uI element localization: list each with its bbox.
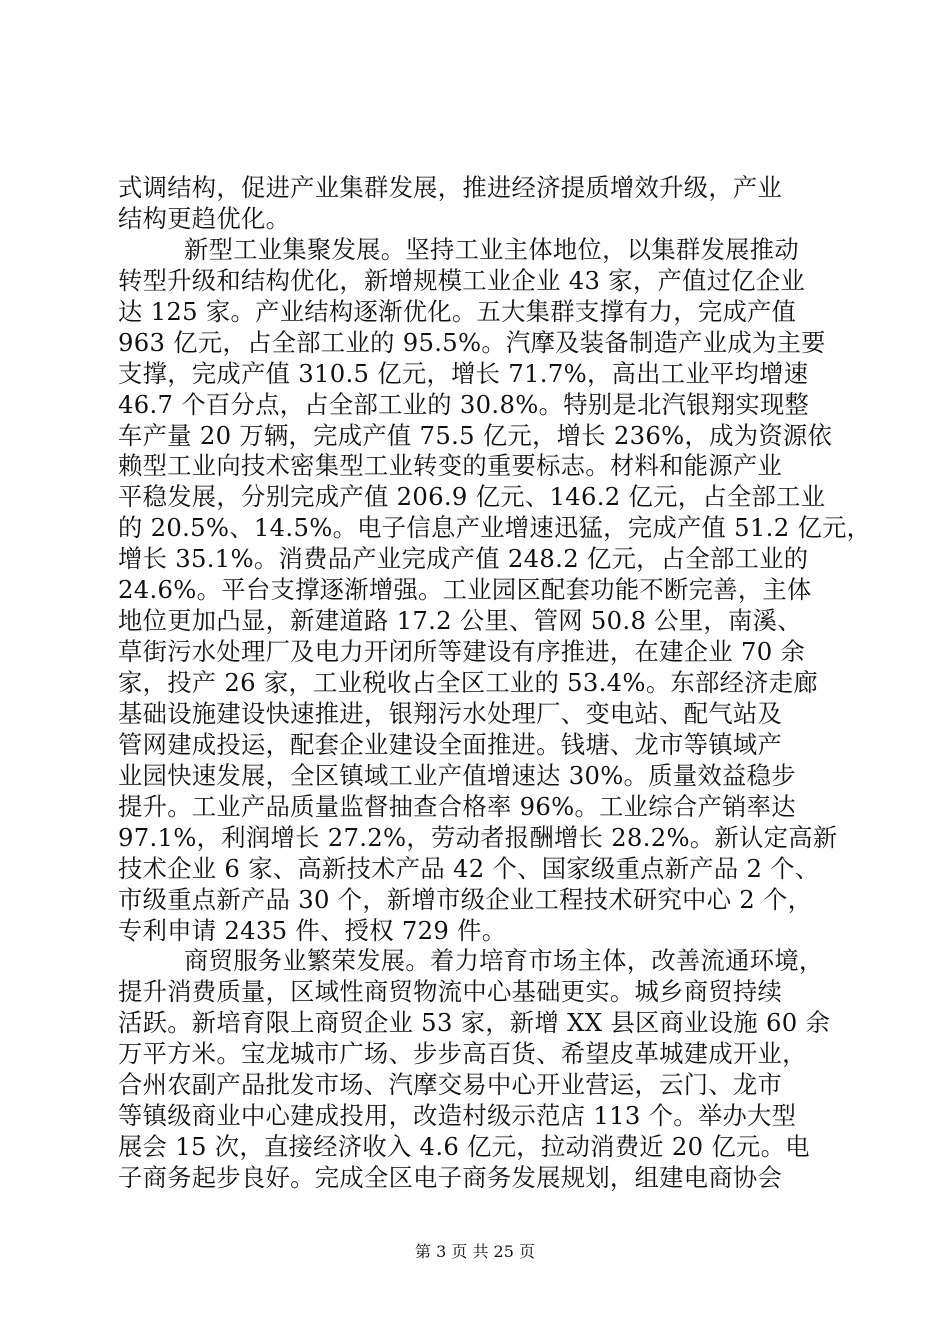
text-line: 管网建成投运，配套企业建设全面推进。钱塘、龙市等镇域产 xyxy=(118,729,783,759)
text-line: 技术企业 6 家、高新技术产品 42 个、国家级重点新产品 2 个、 xyxy=(118,853,820,883)
text-line: 展会 15 次，直接经济收入 4.6 亿元，拉动消费近 20 亿元。电 xyxy=(118,1132,810,1162)
text-line: 等镇级商业中心建成投用，改造村级示范店 113 个。举办大型 xyxy=(118,1101,797,1131)
text-line: 草街污水处理厂及电力开闭所等建设有序推进，在建企业 70 余 xyxy=(118,637,806,667)
text-line: 式调结构，促进产业集群发展，推进经济提质增效升级，产业 xyxy=(118,173,783,202)
text-line: 基础设施建设快速推进，银翔污水处理厂、变电站、配气站及 xyxy=(118,698,783,728)
text-line: 结构更趋优化。 xyxy=(118,203,291,233)
text-line: 车产量 20 万辆，完成产值 75.5 亿元，增长 236%，成为资源依 xyxy=(118,420,833,450)
text-line: 24.6%。平台支撑逐渐增强。工业园区配套功能不断完善，主体 xyxy=(118,575,812,605)
text-line: 合州农副产品批发市场、汽摩交易中心开业营运，云门、龙市 xyxy=(118,1070,783,1100)
text-line: 提升。工业产品质量监督抽查合格率 96%。工业综合产销率达 xyxy=(118,791,796,821)
text-line: 子商务起步良好。完成全区电子商务发展规划，组建电商协会 xyxy=(118,1163,783,1192)
text-line: 963 亿元，占全部工业的 95.5%。汽摩及装备制造产业成为主要 xyxy=(118,327,826,357)
page-number-footer: 第 3 页 共 25 页 xyxy=(415,1242,535,1261)
text-line: 活跃。新培育限上商贸企业 53 家，新增 XX 县区商业设施 60 余 xyxy=(118,1008,831,1038)
text-line: 达 125 家。产业结构逐渐优化。五大集群支撑有力，完成产值 xyxy=(118,296,797,326)
text-line: 市级重点新产品 30 个，新增市级企业工程技术研究中心 2 个， xyxy=(118,884,813,914)
document-body xyxy=(118,173,872,1194)
text-line: 专利申请 2435 件、授权 729 件。 xyxy=(118,915,507,945)
text-line: 提升消费质量，区域性商贸物流中心基础更实。城乡商贸持续 xyxy=(118,977,783,1007)
text-line: 业园快速发展，全区镇域工业产值增速达 30%。质量效益稳步 xyxy=(118,760,796,790)
text-line: 97.1%，利润增长 27.2%，劳动者报酬增长 28.2%。新认定高新 xyxy=(118,822,838,852)
paragraph-start-line: 商贸服务业繁荣发展。着力培育市场主体，改善流通环境， xyxy=(184,946,824,976)
text-line: 的 20.5%、14.5%。电子信息产业增速迅猛，完成产值 51.2 亿元， xyxy=(118,513,872,543)
text-line: 支撑，完成产值 310.5 亿元，增长 71.7%，高出工业平均增速 xyxy=(118,358,809,388)
paragraph-start-line: 新型工业集聚发展。坚持工业主体地位，以集群发展推动 xyxy=(184,234,799,264)
text-line: 转型升级和结构优化，新增规模工业企业 43 家，产值过亿企业 xyxy=(118,265,806,295)
text-line: 万平方米。宝龙城市广场、步步高百货、希望皮革城建成开业， xyxy=(118,1039,807,1069)
text-line: 地位更加凸显，新建道路 17.2 公里、管网 50.8 公里，南溪、 xyxy=(118,606,802,636)
text-line: 赖型工业向技术密集型工业转变的重要标志。材料和能源产业 xyxy=(118,451,783,481)
text-line: 家，投产 26 家，工业税收占全区工业的 53.4%。东部经济走廊 xyxy=(118,668,818,697)
text-line: 平稳发展，分别完成产值 206.9 亿元、146.2 亿元，占全部工业 xyxy=(118,482,826,512)
text-line: 增长 35.1%。消费品产业完成产值 248.2 亿元，占全部工业的 xyxy=(118,544,809,574)
text-line: 46.7 个百分点，占全部工业的 30.8%。特别是北汽银翔实现整 xyxy=(118,389,810,419)
